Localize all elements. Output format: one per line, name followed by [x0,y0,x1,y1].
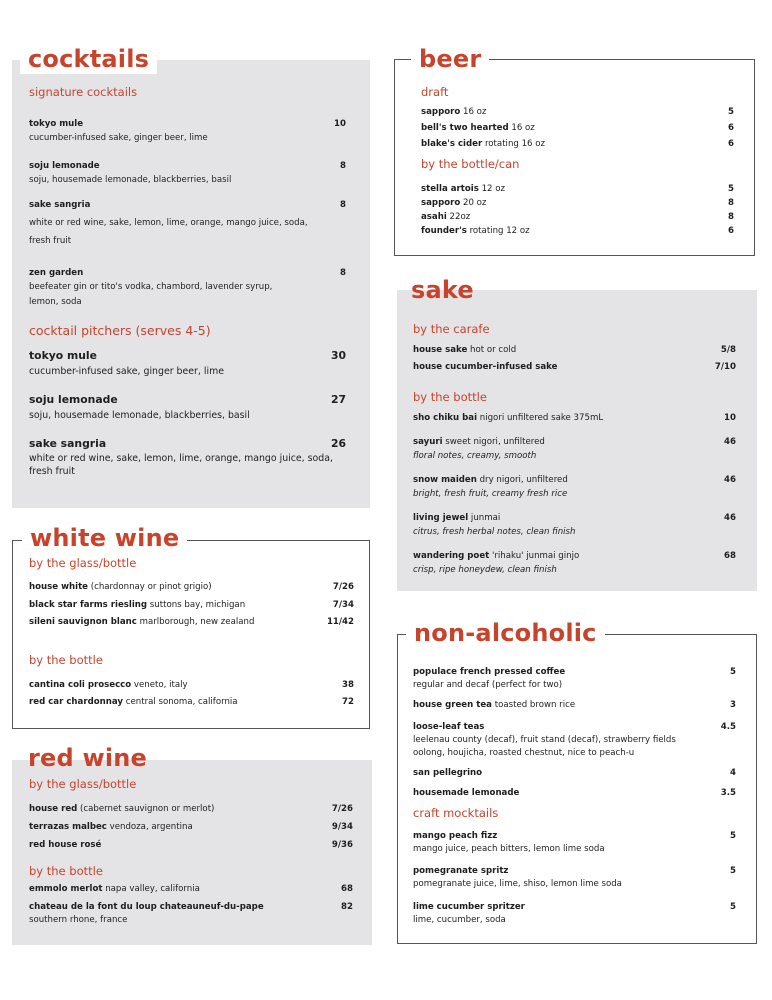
item-price: 27 [330,393,346,406]
beer-bottle-header: by the bottle/can [421,157,520,171]
item-tasting-notes: citrus, fresh herbal notes, clean finish [413,527,576,537]
beer-title: beer [411,44,489,74]
white-wine-glass-header: by the glass/bottle [29,556,137,570]
item-description: fresh fruit [29,236,72,246]
menu-item: chateau de la font du loup chateauneuf-du-pape [29,902,264,912]
menu-item: lime cucumber spritzer [413,902,525,912]
item-price: 11/42 [326,617,354,627]
item-description: cucumber-infused sake, ginger beer, lime [29,133,208,143]
item-price: 8 [340,200,346,210]
menu-item: black star farms riesling suttons bay, michigan [29,600,246,610]
red-wine-title: red wine [28,744,148,772]
menu-item: housemade lemonade [413,788,520,798]
white-wine-bottle-header: by the bottle [29,653,103,667]
menu-item: soju lemonade [29,393,118,406]
item-price: 10 [334,119,346,129]
menu-item: sayuri sweet nigori, unfiltered [413,437,545,447]
menu-item: wandering poet 'rihaku' junmai ginjo [413,551,580,561]
menu-item: tokyo mule [29,119,84,129]
item-description: lemon, soda [29,297,82,307]
item-price: 6 [728,226,734,236]
item-price: 4 [730,768,736,778]
item-price: 46 [724,513,736,523]
menu-item: house sake hot or cold [413,345,517,355]
menu-item: stella artois 12 oz [421,184,506,194]
red-wine-bottle-header: by the bottle [29,864,103,878]
item-price: 3.5 [720,788,736,798]
item-price: 8 [340,161,346,171]
menu-item: founder's rotating 12 oz [421,226,530,236]
signature-cocktails-header: signature cocktails [29,85,138,99]
menu-item: house cucumber-infused sake [413,362,558,372]
item-description: white or red wine, sake, lemon, lime, orange, mango juice, soda, [29,453,333,464]
menu-item: sapporo 16 oz [421,107,487,117]
menu-item: soju lemonade [29,161,100,171]
item-price: 4.5 [720,722,736,732]
item-description: lime, cucumber, soda [413,915,506,925]
item-price: 5 [730,866,736,876]
item-description: white or red wine, sake, lemon, lime, orange, mango juice, soda, [29,218,308,228]
menu-item: sileni sauvignon blanc marlborough, new zealand [29,617,255,627]
item-description: fresh fruit [29,466,75,477]
menu-item: house white (chardonnay or pinot grigio) [29,582,212,592]
item-description: cucumber-infused sake, ginger beer, lime [29,366,224,377]
item-price: 46 [724,475,736,485]
item-price: 5 [730,902,736,912]
item-price: 3 [730,700,736,710]
menu-item: asahi 22oz [421,212,471,222]
menu-item: emmolo merlot napa valley, california [29,884,200,894]
menu-item: sake sangria [29,437,107,450]
item-price: 30 [330,349,346,362]
item-price: 6 [728,123,734,133]
item-description: beefeater gin or tito's vodka, chambord, lavender syrup, [29,282,273,292]
item-price: 5 [730,667,736,677]
red-wine-glass-header: by the glass/bottle [29,777,137,791]
menu-item: cantina coli prosecco veneto, italy [29,680,188,690]
item-price: 5 [728,107,734,117]
item-description: mango juice, peach bitters, lemon lime soda [413,844,605,854]
item-tasting-notes: floral notes, creamy, smooth [413,451,537,461]
item-price: 72 [342,697,354,707]
item-description: pomegranate juice, lime, shiso, lemon lime soda [413,879,622,889]
item-tasting-notes: bright, fresh fruit, creamy fresh rice [413,489,568,499]
item-price: 7/26 [332,582,354,592]
sake-bottle-header: by the bottle [413,390,487,404]
menu-item: tokyo mule [29,349,97,362]
item-price: 8 [728,198,734,208]
non-alcoholic-title: non-alcoholic [406,618,605,648]
cocktails-title: cocktails [20,44,157,74]
menu-item: red house rosé [29,840,102,850]
item-price: 26 [330,437,346,450]
item-description: leelenau county (decaf), fruit stand (decaf), strawberry fields [413,735,676,745]
menu-item: sho chiku bai nigori unfiltered sake 375mL [413,413,604,423]
sake-carafe-header: by the carafe [413,322,490,336]
item-price: 38 [342,680,354,690]
item-price: 5 [728,184,734,194]
menu-item: house green tea toasted brown rice [413,700,576,710]
menu-item: blake's cider rotating 16 oz [421,139,546,149]
item-price: 46 [724,437,736,447]
item-price: 68 [341,884,353,894]
item-description: soju, housemade lemonade, blackberries, basil [29,410,250,421]
item-price: 82 [341,902,353,912]
item-price: 9/36 [331,840,353,850]
menu-item: zen garden [29,268,84,278]
sake-title: sake [411,276,474,304]
menu-item: house red (cabernet sauvignon or merlot) [29,804,215,814]
menu-item: terrazas malbec vendoza, argentina [29,822,193,832]
menu-item: red car chardonnay central sonoma, california [29,697,238,707]
item-description: soju, housemade lemonade, blackberries, basil [29,175,232,185]
menu-item: loose-leaf teas [413,722,485,732]
item-price: 8 [728,212,734,222]
item-description: southern rhone, france [29,915,128,925]
item-tasting-notes: crisp, ripe honeydew, clean finish [413,565,557,575]
menu-item: living jewel junmai [413,513,501,523]
menu-item: populace french pressed coffee [413,667,566,677]
menu-item: pomegranate spritz [413,866,509,876]
menu-item: bell's two hearted 16 oz [421,123,535,133]
menu-item: sapporo 20 oz [421,198,487,208]
white-wine-title: white wine [22,523,187,553]
item-description: regular and decaf (perfect for two) [413,680,563,690]
item-price: 9/34 [331,822,353,832]
item-price: 68 [724,551,736,561]
item-price: 7/10 [714,362,736,372]
menu-item: san pellegrino [413,768,483,778]
menu-item: snow maiden dry nigori, unfiltered [413,475,568,485]
craft-mocktails-header: craft mocktails [413,806,499,820]
cocktail-pitchers-header: cocktail pitchers (serves 4-5) [29,323,211,338]
item-price: 5 [730,831,736,841]
item-price: 7/26 [331,804,353,814]
item-description: oolong, houjicha, roasted chestnut, nice to peach-u [413,748,635,758]
beer-draft-header: draft [421,85,449,99]
item-price: 7/34 [332,600,354,610]
item-price: 10 [724,413,736,423]
item-price: 6 [728,139,734,149]
menu-item: sake sangria [29,200,91,210]
menu-item: mango peach fizz [413,831,498,841]
item-price: 5/8 [720,345,736,355]
item-price: 8 [340,268,346,278]
